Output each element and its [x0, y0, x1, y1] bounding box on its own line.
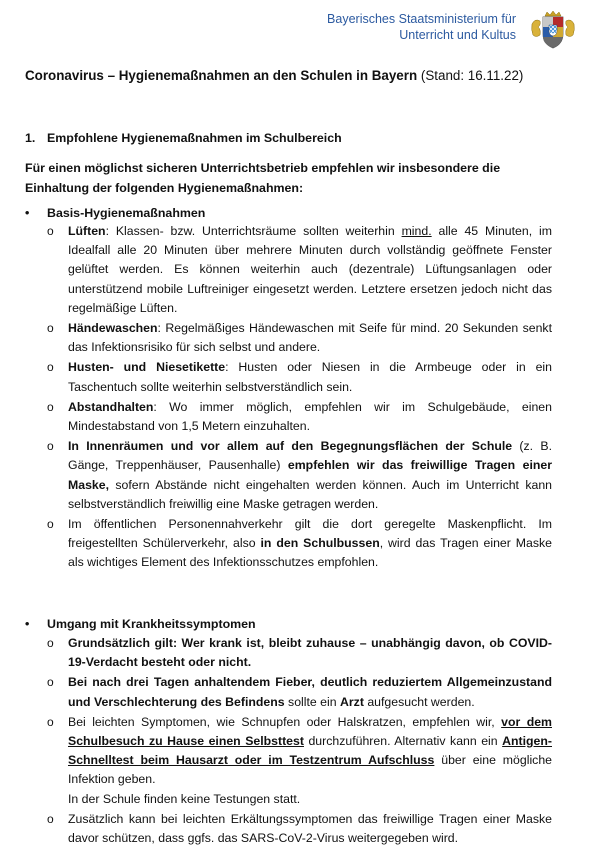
item-text: Im öffentlichen Personennahverkehr gilt die dort geregelte Maskenpflicht. Im freigestellten Schülerverkehr, also	[68, 517, 552, 551]
item-text: alle 45 Minuten, im Idealfall alle 20 Minuten über mehrere Minuten durch vollständig geöffnete Fenster gelüftet werden. Es können weiterhin auch (dezentrale) Lüftungsanlagen oder unterstützend mobile Luftreiniger eingesetzt werden. Letztere ersetzen jedoch nicht das regelmäßige Lüften.	[68, 224, 552, 315]
item-lead: Husten- und Niesetikette	[68, 360, 226, 375]
item-text: (z. B. Gänge, Treppenhäuser, Pausenhalle)	[68, 439, 552, 473]
circle-bullet-icon: o	[47, 360, 54, 375]
item-text: : Husten oder Niesen in die Armbeuge oder in ein Taschentuch sollte weiterhin selbstverständlich sein.	[68, 360, 553, 394]
item-text: : Regelmäßiges Händewaschen mit Seife für mind. 20 Sekunden senkt das Infektionsrisiko für sich selbst und andere.	[68, 321, 552, 355]
circle-bullet-icon: o	[47, 811, 54, 826]
krank-heading-label: Umgang mit Krankheitssymptomen	[47, 617, 256, 631]
basis-list	[0, 222, 594, 573]
item-lead: In Innenräumen und vor allem auf den Begegnungsflächen der Schule	[68, 439, 513, 454]
item-text: Bei leichten Symptomen, wie Schnupfen oder Halskratzen, empfehlen wir,	[68, 714, 502, 729]
section-number: 1.	[25, 131, 36, 145]
list-item-abstand	[0, 398, 594, 436]
basis-heading-label: Basis-Hygienemaßnahmen	[47, 206, 206, 220]
item-text: über eine mögliche Infektion geben.	[68, 753, 552, 787]
list-item-husten	[0, 358, 594, 396]
item-emphasis: Arzt	[340, 694, 364, 709]
section-title: Empfohlene Hygienemaßnahmen im Schulbereich	[47, 131, 342, 145]
ministry-line-2: Unterricht und Kultus	[399, 28, 516, 42]
circle-bullet-icon: o	[47, 399, 54, 414]
letterhead	[0, 10, 594, 50]
item-text: , wird das Tragen einer Maske als wichtiges Element des Infektionsschutzes empfohlen.	[68, 536, 552, 570]
ministry-line-1: Bayerisches Staatsministerium für	[327, 12, 516, 26]
item-lead: Bei nach drei Tagen anhaltendem Fieber, deutlich reduziertem Allgemeinzustand und Verschlechterung des Befindens	[68, 675, 552, 709]
coat-of-arms-icon	[528, 10, 578, 50]
item-text: Grundsätzlich gilt: Wer krank ist, bleibt zuhause – unabhängig davon, ob COVID-19-Verdacht besteht oder nicht.	[68, 636, 552, 670]
item-text: sofern Abstände nicht eingehalten werden können. Auch im Unterricht kann selbstverständlich freiwillig eine Maske getragen werden.	[68, 477, 552, 511]
bullet-icon: •	[25, 617, 30, 631]
item-text: aufgesucht werden.	[363, 694, 475, 709]
section-intro: Für einen möglichst sicheren Unterrichtsbetrieb empfehlen wir insbesondere die Einhaltung der folgenden Hygienemaßnahmen:	[25, 161, 501, 195]
list-item-grundsatz	[0, 634, 594, 672]
circle-bullet-icon: o	[47, 224, 54, 238]
list-item-arzt	[0, 673, 594, 711]
list-item-haendewaschen	[0, 319, 594, 357]
section-heading	[25, 131, 342, 145]
item-emphasis: empfehlen wir das freiwillige Tragen einer Maske,	[68, 458, 552, 492]
item-text: : Wo immer möglich, empfehlen wir im Schulgebäude, einen Mindestabstand von 1,5 Metern einzuhalten.	[68, 399, 552, 434]
item-text: : Klassen- bzw. Unterrichtsräume sollten weiterhin	[105, 224, 402, 238]
item-emphasis: mind.	[401, 224, 432, 238]
bullet-icon: •	[25, 206, 30, 220]
circle-bullet-icon: o	[47, 439, 54, 454]
list-item-maske-innen	[0, 437, 594, 514]
circle-bullet-icon: o	[47, 675, 54, 690]
ministry-name	[327, 11, 516, 43]
list-item-lueften	[0, 222, 594, 318]
item-text: sollte ein	[284, 694, 340, 709]
item-text: durchzuführen. Alternativ kann ein	[303, 734, 503, 749]
title-main: Coronavirus – Hygienemaßnahmen an den Schulen in Bayern	[25, 68, 418, 83]
item-lead: Händewaschen	[68, 321, 158, 336]
krank-list	[0, 634, 594, 848]
item-emphasis: vor dem Schulbesuch zu Hause einen Selbsttest	[68, 714, 552, 749]
item-text: Zusätzlich kann bei leichten Erkältungssymptomen das freiwillige Tragen einer Maske davor schützen, dass ggfs. das SARS-CoV-2-Virus weitergegeben wird.	[68, 811, 552, 846]
circle-bullet-icon: o	[47, 714, 54, 729]
document-title	[25, 68, 585, 83]
item-emphasis: in den Schulbussen	[260, 536, 380, 551]
list-item-oepnv	[0, 515, 594, 573]
list-item-selbsttest	[0, 713, 594, 809]
title-date: (Stand: 16.11.22)	[420, 68, 524, 83]
circle-bullet-icon: o	[47, 636, 54, 650]
item-lead: Lüften	[68, 224, 106, 238]
circle-bullet-icon: o	[47, 517, 54, 532]
item-emphasis: Antigen-Schnelltest beim Hausarzt oder im Testzentrum Aufschluss	[68, 734, 552, 768]
list-item-maske-erkaeltung	[0, 810, 594, 848]
circle-bullet-icon: o	[47, 321, 54, 336]
item-lead: Abstandhalten	[68, 399, 154, 414]
item-note: In der Schule finden keine Testungen statt.	[68, 791, 301, 806]
